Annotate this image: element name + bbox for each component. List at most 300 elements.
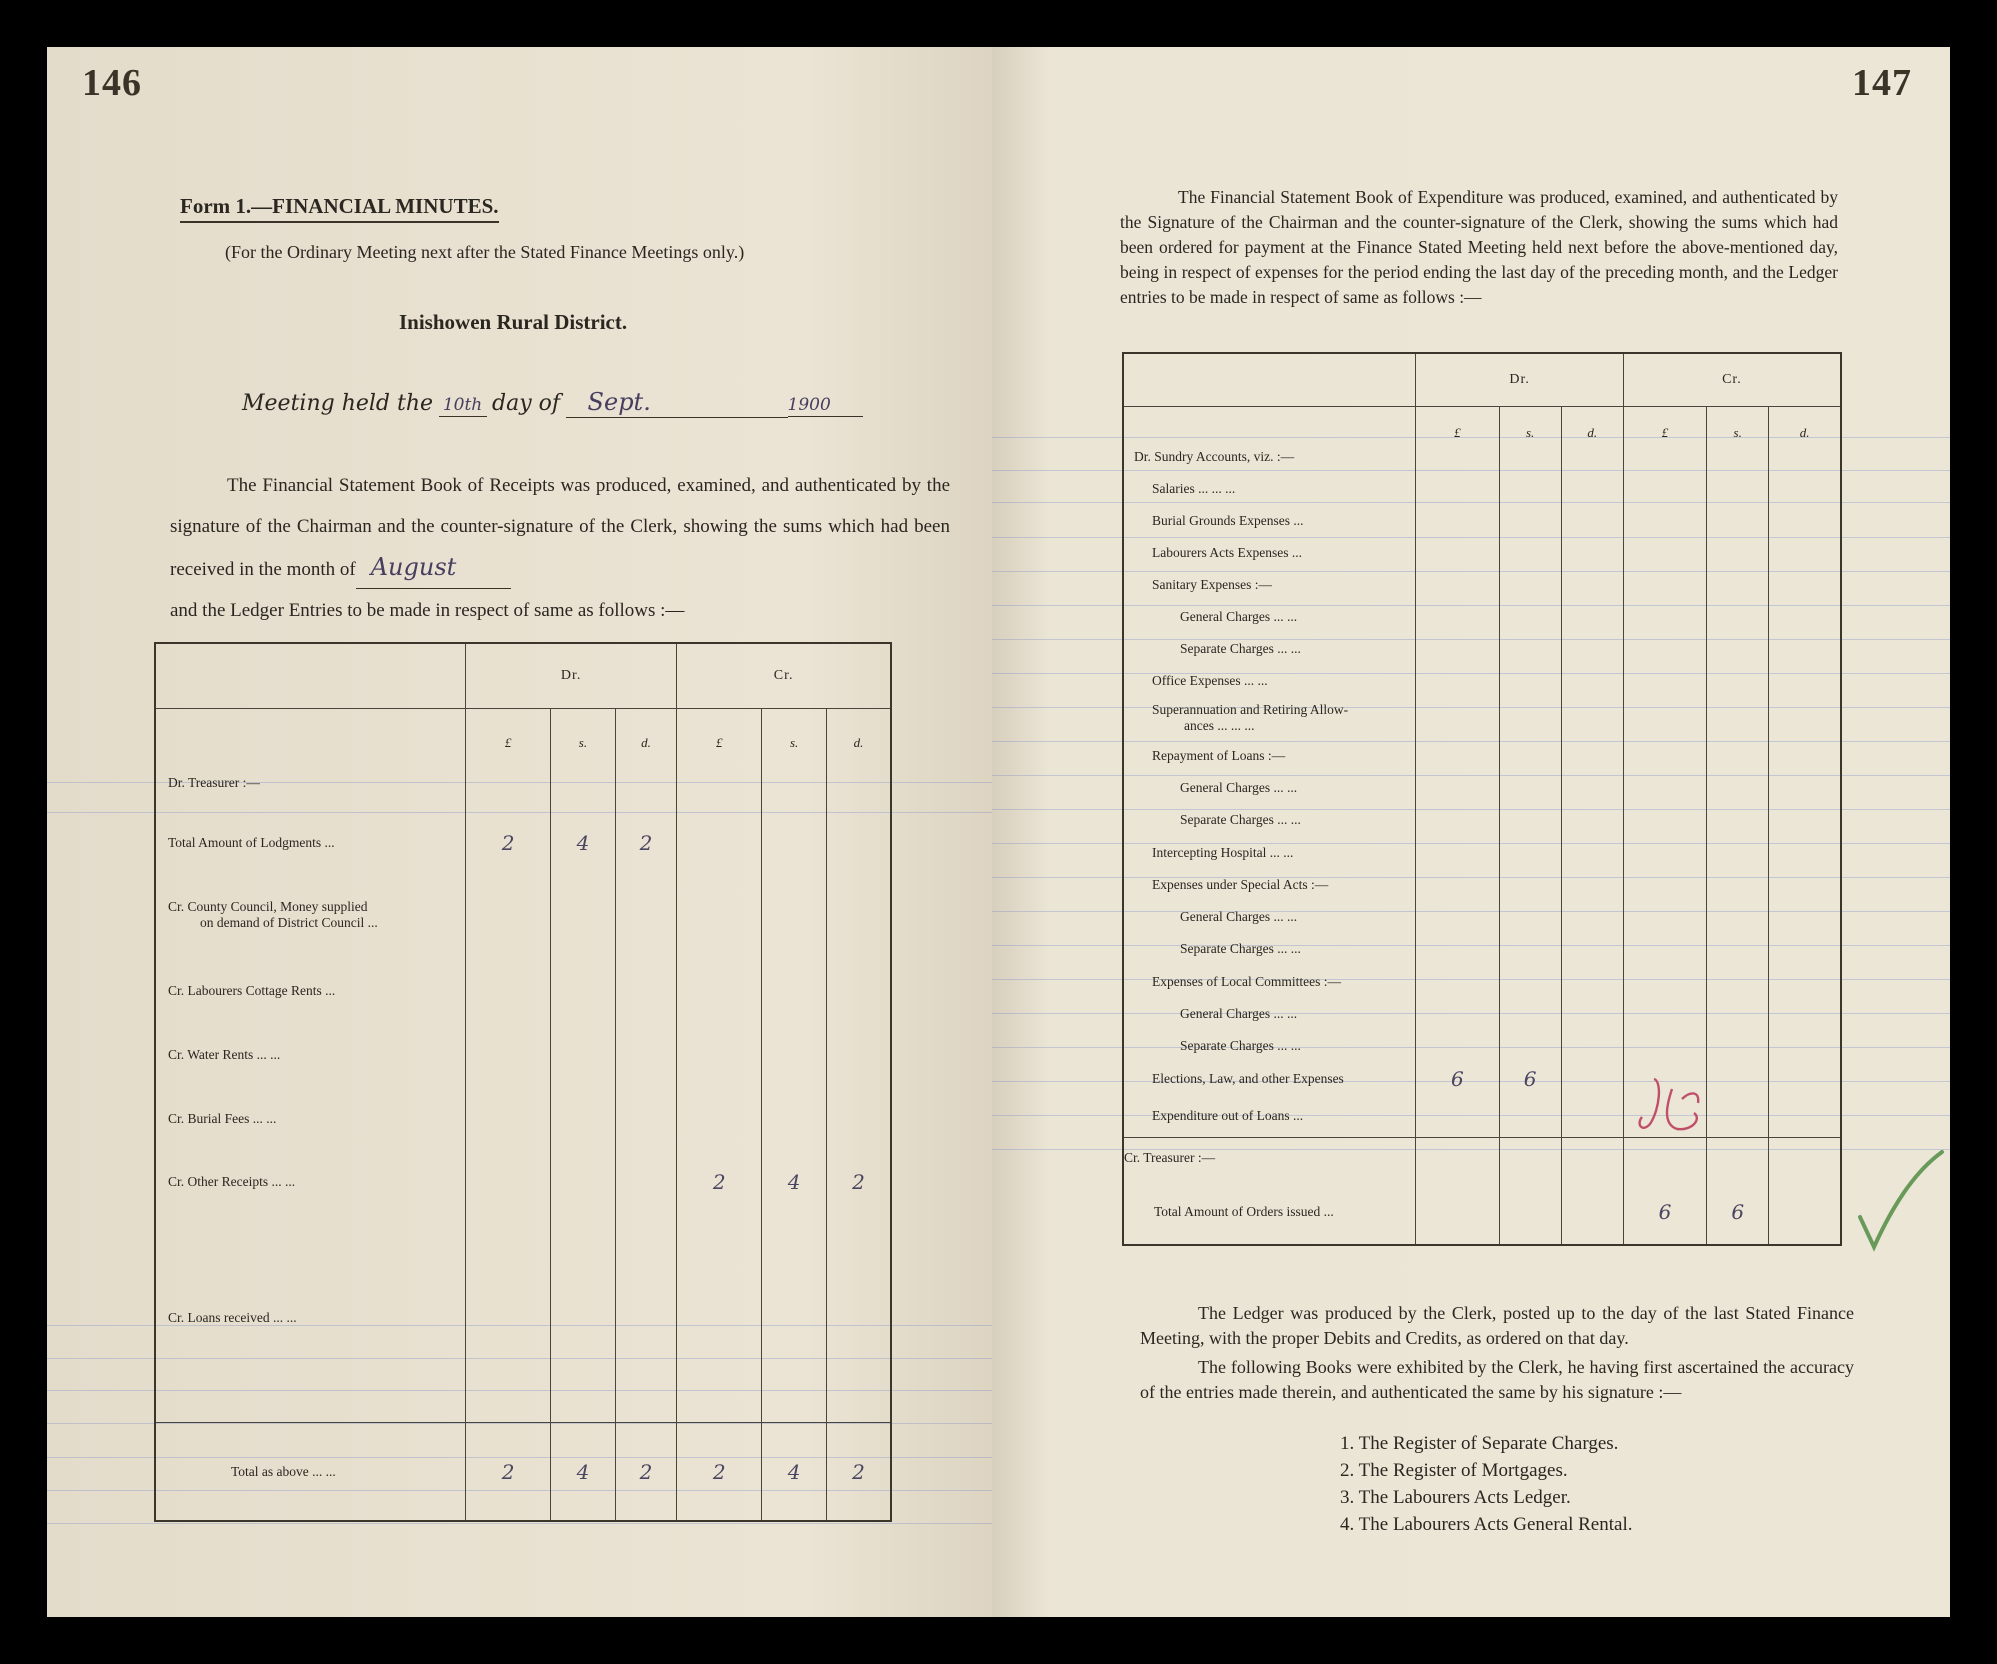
row-label-text: Cr. Other Receipts ... ... — [168, 1174, 296, 1190]
cell-value — [1416, 933, 1499, 965]
row-label-text: Cr. Burial Fees ... ... — [168, 1110, 277, 1126]
cell-value — [677, 1214, 762, 1423]
cell-value — [1623, 1030, 1706, 1062]
row-label-text: General Charges ... ... — [1180, 1006, 1298, 1021]
cell-value — [1416, 901, 1499, 933]
table-row — [1123, 739, 1841, 772]
cell-value — [1707, 836, 1769, 869]
cell-value — [1416, 665, 1499, 697]
expenditure-ledger-table — [1122, 352, 1842, 1246]
cell-value — [1623, 665, 1706, 697]
cell-value — [1623, 998, 1706, 1030]
row-label-text: Expenses under Special Acts :— — [1152, 877, 1329, 892]
cell-value: 4 — [762, 1423, 827, 1521]
cell-value — [1499, 836, 1561, 869]
row-label — [1123, 472, 1416, 505]
cell-value — [1707, 739, 1769, 772]
cell-value — [826, 751, 891, 815]
cell-value — [1416, 1095, 1499, 1137]
expenditure-paragraph: The Financial Statement Book of Expenditure was produced, examined, and authenticated by the Signature of the Chairman and the counter-signature of the Clerk, showing the sums which had been ordered for payment at the Finance Stated Meeting held next before the above-mentioned day, being in respect of expenses for the period ending the last day of the preceding month, and the Ledger entries to be made in respect of same as follows :— — [1120, 187, 1838, 307]
cell-value — [1499, 1030, 1561, 1062]
cell-value — [1499, 998, 1561, 1030]
row-label — [1123, 601, 1416, 633]
unit-pence: d. — [615, 709, 677, 751]
cell-value — [1561, 772, 1623, 804]
green-check-mark — [1852, 1147, 1947, 1257]
cell-value: 6 — [1707, 1179, 1769, 1245]
cell-value — [1707, 869, 1769, 901]
dr-header: Dr. — [466, 643, 677, 709]
table-row-total — [1123, 1179, 1841, 1245]
cell-value — [1769, 537, 1841, 569]
cell-value — [1623, 441, 1706, 472]
cell-value — [1769, 441, 1841, 472]
cell-value — [1416, 633, 1499, 665]
row-label-text: General Charges ... ... — [1180, 780, 1298, 795]
row-label — [155, 871, 466, 959]
cell-value — [1561, 739, 1623, 772]
cell-value — [551, 1087, 616, 1151]
row-label — [1123, 1030, 1416, 1062]
row-label: Total as above ... ... — [155, 1423, 466, 1521]
row-label: Total Amount of Orders issued ... — [1154, 1203, 1334, 1219]
table-row — [1123, 901, 1841, 933]
cell-value — [762, 871, 827, 959]
table-row — [1123, 1030, 1841, 1062]
list-item: 3. The Labourers Acts Ledger. — [1340, 1486, 1571, 1508]
cell-value — [615, 959, 677, 1023]
cell-value — [1769, 869, 1841, 901]
cell-value — [677, 1087, 762, 1151]
cell-value — [1707, 697, 1769, 739]
row-label — [1123, 998, 1416, 1030]
cell-value — [1769, 772, 1841, 804]
row-label-text: Office Expenses ... ... — [1152, 673, 1268, 688]
cell-value — [1561, 901, 1623, 933]
row-label-text: Repayment of Loans :— — [1152, 747, 1286, 763]
row-label-text: Salaries ... ... ... — [1152, 480, 1236, 496]
table-row — [1123, 869, 1841, 901]
page-number-left: 146 — [82, 62, 142, 104]
receipts-paragraph-end: and the Ledger Entries to be made in respect of same as follows :— — [170, 600, 685, 621]
row-label — [1123, 965, 1416, 998]
cell-value — [615, 1214, 677, 1423]
row-label — [155, 1151, 466, 1215]
table-row — [155, 1214, 891, 1423]
cell-value: 4 — [762, 1151, 827, 1215]
cell-value — [1769, 998, 1841, 1030]
table-row-treasurer — [1123, 1137, 1841, 1179]
cell-value — [826, 815, 891, 871]
cell-value — [1499, 472, 1561, 505]
cell-value — [1499, 772, 1561, 804]
cell-value — [1561, 1062, 1623, 1095]
cell-value — [1707, 441, 1769, 472]
ledger-corner — [1123, 353, 1416, 407]
meeting-day-word: day of — [492, 391, 561, 416]
receipts-month: August — [356, 547, 511, 589]
cell-value — [1707, 1030, 1769, 1062]
cell-value — [1561, 633, 1623, 665]
row-label — [1123, 804, 1416, 836]
row-label-text: Cr. Loans received ... ... — [168, 1310, 297, 1326]
cell-value — [1769, 901, 1841, 933]
cell-value — [1416, 739, 1499, 772]
unit-shilling: s. — [762, 709, 827, 751]
cell-value — [1416, 1030, 1499, 1062]
cell-value — [677, 871, 762, 959]
cell-value — [1707, 505, 1769, 537]
row-label-text: Intercepting Hospital ... ... — [1152, 844, 1294, 860]
cell-value — [762, 751, 827, 815]
cell-value: 4 — [551, 815, 616, 871]
cell-value — [826, 871, 891, 959]
row-label-text: Separate Charges ... ... — [1180, 941, 1301, 956]
row-label — [155, 751, 466, 815]
cell-value — [615, 1023, 677, 1087]
meeting-year: 1900 — [788, 395, 863, 417]
dr-header: Dr. — [1416, 353, 1624, 407]
page-number-right: 147 — [1852, 62, 1912, 104]
table-row — [1123, 772, 1841, 804]
cell-value — [1561, 965, 1623, 998]
cell-value — [1707, 901, 1769, 933]
table-row-total — [155, 1423, 891, 1521]
cell-value — [1707, 998, 1769, 1030]
row-label-text: General Charges ... ... — [1180, 909, 1298, 924]
cell-value — [1499, 601, 1561, 633]
unit-pence: d. — [1769, 407, 1841, 442]
row-label — [1123, 772, 1416, 804]
row-label — [1123, 569, 1416, 601]
books-paragraph: The following Books were exhibited by the Clerk, he having first ascertained the accuracy of the entries made therein, and authenticated the same by his signature :— — [1140, 1357, 1854, 1402]
cell-value — [826, 959, 891, 1023]
cell-value — [551, 871, 616, 959]
row-label-text: General Charges ... ... — [1180, 609, 1298, 624]
cell-value: 6 — [1623, 1179, 1706, 1245]
cell-value — [1623, 772, 1706, 804]
cell-value — [466, 871, 551, 959]
cell-value — [1416, 998, 1499, 1030]
row-label-text: Cr. Water Rents ... ... — [168, 1046, 281, 1062]
unit-shilling: s. — [1707, 407, 1769, 442]
list-item: 1. The Register of Separate Charges. — [1340, 1433, 1619, 1454]
form-note: (For the Ordinary Meeting next after the Stated Finance Meetings only.) — [225, 242, 745, 262]
cell-value — [1561, 998, 1623, 1030]
unit-shilling: s. — [1499, 407, 1561, 442]
cell-value — [1416, 804, 1499, 836]
row-label — [1123, 933, 1416, 965]
cell-value — [762, 1023, 827, 1087]
table-row — [155, 1087, 891, 1151]
cell-value — [1416, 505, 1499, 537]
cell-value: 2 — [677, 1423, 762, 1521]
cell-value — [1499, 804, 1561, 836]
row-label — [1123, 739, 1416, 772]
form-title: Form 1.—FINANCIAL MINUTES. — [180, 193, 499, 223]
row-label — [1123, 665, 1416, 697]
cell-value — [1499, 739, 1561, 772]
cell-value — [1416, 537, 1499, 569]
row-label-text: Separate Charges ... ... — [1180, 1038, 1301, 1053]
cell-value — [1623, 739, 1706, 772]
row-label — [1123, 1095, 1416, 1137]
cell-value: 6 — [1416, 1062, 1499, 1095]
table-row — [155, 1151, 891, 1215]
cell-value — [762, 815, 827, 871]
table-row — [1123, 505, 1841, 537]
cell-value: 2 — [615, 815, 677, 871]
cell-value — [1769, 569, 1841, 601]
row-label — [1123, 836, 1416, 869]
cell-value — [826, 1023, 891, 1087]
red-initials-mark — [1632, 1069, 1722, 1139]
cr-header: Cr. — [1623, 353, 1841, 407]
cell-value — [1499, 1179, 1561, 1245]
cell-value — [551, 1151, 616, 1215]
table-row — [155, 1023, 891, 1087]
cell-value — [615, 871, 677, 959]
unit-pound: £ — [1416, 407, 1499, 442]
cell-value — [551, 959, 616, 1023]
cell-value — [1499, 901, 1561, 933]
cell-value — [1499, 633, 1561, 665]
cell-value — [466, 1151, 551, 1215]
cell-value — [1623, 697, 1706, 739]
table-row — [155, 871, 891, 959]
cell-value — [466, 1023, 551, 1087]
cell-value — [1769, 665, 1841, 697]
cell-value — [1561, 869, 1623, 901]
row-label-continued: on demand of District Council ... — [200, 915, 378, 931]
row-label-text: Dr. Sundry Accounts, viz. :— — [1134, 448, 1295, 464]
cell-value: 2 — [826, 1151, 891, 1215]
cell-value — [1499, 869, 1561, 901]
cell-value — [1769, 697, 1841, 739]
unit-pound: £ — [677, 709, 762, 751]
cell-value — [1561, 505, 1623, 537]
row-label — [1123, 1062, 1416, 1095]
cell-value — [1499, 933, 1561, 965]
cell-value — [1769, 836, 1841, 869]
cell-value — [1561, 933, 1623, 965]
cell-value — [1769, 933, 1841, 965]
cell-value: 4 — [551, 1423, 616, 1521]
cell-value — [1561, 472, 1623, 505]
row-label-text: Cr. County Council, Money supplied — [168, 899, 368, 915]
cell-value — [677, 1023, 762, 1087]
row-label-text: Dr. Treasurer :— — [168, 774, 260, 790]
row-label-text: Total Amount of Lodgments ... — [168, 834, 335, 850]
cell-value — [1769, 739, 1841, 772]
cell-value — [1769, 472, 1841, 505]
cell-value — [677, 959, 762, 1023]
table-row — [1123, 836, 1841, 869]
row-label-text: Expenses of Local Committees :— — [1152, 973, 1341, 989]
cell-value — [1499, 537, 1561, 569]
cell-value — [1707, 601, 1769, 633]
cell-value: 2 — [615, 1423, 677, 1521]
cell-value — [1499, 441, 1561, 472]
row-label-text: Burial Grounds Expenses ... — [1152, 513, 1304, 528]
table-row — [155, 959, 891, 1023]
cell-value — [762, 959, 827, 1023]
cell-value — [1707, 472, 1769, 505]
cell-value — [615, 1087, 677, 1151]
cell-value — [615, 1151, 677, 1215]
row-label — [1123, 441, 1416, 472]
table-row — [1123, 441, 1841, 472]
cell-value — [1769, 1030, 1841, 1062]
row-label — [155, 1087, 466, 1151]
meeting-prefix: Meeting held the — [242, 391, 434, 416]
row-label — [155, 815, 466, 871]
cell-value — [1416, 772, 1499, 804]
cell-value — [1561, 804, 1623, 836]
table-row — [1123, 697, 1841, 739]
cell-value — [1707, 804, 1769, 836]
cell-value — [1623, 569, 1706, 601]
cell-value — [1623, 472, 1706, 505]
cell-value — [1623, 965, 1706, 998]
table-row — [1123, 601, 1841, 633]
row-label — [1123, 901, 1416, 933]
row-label-text: Labourers Acts Expenses ... — [1152, 545, 1302, 560]
cell-value — [1416, 569, 1499, 601]
cell-value — [1769, 965, 1841, 998]
cell-value — [1561, 1179, 1623, 1245]
cell-value — [1416, 869, 1499, 901]
cell-value — [677, 751, 762, 815]
row-label — [155, 959, 466, 1023]
cell-value — [1561, 697, 1623, 739]
cell-value — [1416, 1179, 1499, 1245]
table-row — [1123, 633, 1841, 665]
table-row — [155, 751, 891, 815]
cell-value — [1769, 1095, 1841, 1137]
left-page — [47, 47, 992, 1617]
meeting-month: Sept. — [566, 387, 788, 418]
unit-shilling: s. — [551, 709, 616, 751]
unit-pound: £ — [466, 709, 551, 751]
cell-value — [615, 751, 677, 815]
ledger-corner — [155, 643, 466, 709]
table-row — [1123, 665, 1841, 697]
row-label — [155, 1023, 466, 1087]
list-item: 4. The Labourers Acts General Rental. — [1340, 1513, 1633, 1535]
cr-header: Cr. — [677, 643, 891, 709]
cell-value — [1499, 1095, 1561, 1137]
cell-value — [551, 1214, 616, 1423]
cell-value — [1769, 505, 1841, 537]
row-label-continued: ances ... ... ... — [1184, 718, 1255, 733]
table-row — [155, 815, 891, 871]
cell-value — [1561, 569, 1623, 601]
cell-value — [677, 815, 762, 871]
table-row — [1123, 804, 1841, 836]
cell-value — [826, 1214, 891, 1423]
table-row — [1123, 998, 1841, 1030]
cell-value: 2 — [466, 1423, 551, 1521]
row-label-text: Cr. Labourers Cottage Rents ... — [168, 983, 336, 999]
cell-value — [1499, 505, 1561, 537]
cell-value: 2 — [466, 815, 551, 871]
table-row — [1123, 1095, 1841, 1137]
cell-value — [1416, 441, 1499, 472]
table-row — [1123, 965, 1841, 998]
cell-value — [1769, 804, 1841, 836]
cell-value — [1623, 505, 1706, 537]
cell-value — [1623, 633, 1706, 665]
cell-value — [1623, 901, 1706, 933]
table-row — [1123, 537, 1841, 569]
receipts-paragraph — [170, 465, 950, 631]
cell-value — [1561, 665, 1623, 697]
cell-value — [1623, 537, 1706, 569]
cell-value — [1769, 1062, 1841, 1095]
cell-value: 2 — [677, 1151, 762, 1215]
cell-value: 2 — [826, 1423, 891, 1521]
cell-value — [1561, 1030, 1623, 1062]
cell-value — [1623, 869, 1706, 901]
meeting-line — [242, 387, 863, 418]
cell-value — [466, 1087, 551, 1151]
row-label-text: Separate Charges ... ... — [1180, 641, 1301, 656]
unit-pound: £ — [1623, 407, 1706, 442]
cell-value — [1561, 441, 1623, 472]
receipts-ledger-table — [154, 642, 892, 1522]
cell-value — [1623, 836, 1706, 869]
row-label — [1123, 869, 1416, 901]
cell-value — [1623, 804, 1706, 836]
books-list — [1340, 1431, 1632, 1539]
cell-value — [1623, 601, 1706, 633]
right-page — [992, 47, 1950, 1617]
row-label-text: Separate Charges ... ... — [1180, 812, 1301, 827]
cell-value — [1416, 697, 1499, 739]
cell-value — [466, 959, 551, 1023]
ledger-paragraph: The Ledger was produced by the Clerk, posted up to the day of the last Stated Finance Meeting, with the proper Debits and Credits, as ordered on that day. — [1140, 1303, 1854, 1348]
cell-value — [1499, 569, 1561, 601]
cell-value — [1561, 601, 1623, 633]
list-item: 2. The Register of Mortgages. — [1340, 1459, 1568, 1481]
meeting-day: 10th — [439, 395, 487, 417]
cell-value — [1769, 601, 1841, 633]
cell-value — [1416, 601, 1499, 633]
row-label-text: Superannuation and Retiring Allow- — [1152, 702, 1349, 717]
cell-value — [1623, 933, 1706, 965]
district-name: Inishowen Rural District. — [399, 310, 628, 334]
cell-value — [1561, 836, 1623, 869]
cell-value — [1499, 965, 1561, 998]
row-label — [1123, 537, 1416, 569]
cell-value — [1561, 537, 1623, 569]
cell-value — [551, 1023, 616, 1087]
cell-value — [826, 1087, 891, 1151]
cell-value — [1707, 633, 1769, 665]
row-label-text: Sanitary Expenses :— — [1152, 577, 1272, 592]
row-label — [1123, 505, 1416, 537]
cell-value — [1499, 665, 1561, 697]
cell-value — [1707, 965, 1769, 998]
receipts-paragraph-text: The Financial Statement Book of Receipts was produced, examined, and authenticated by the signature of the Chairman and the counter-signature of the Clerk, showing the sums which had been received in the month of — [170, 475, 950, 580]
cell-value — [762, 1214, 827, 1423]
row-label — [1123, 697, 1416, 739]
row-label-text: Elections, Law, and other Expenses — [1152, 1070, 1344, 1086]
cell-value — [1707, 665, 1769, 697]
cell-value: 6 — [1499, 1062, 1561, 1095]
cell-value — [1769, 633, 1841, 665]
